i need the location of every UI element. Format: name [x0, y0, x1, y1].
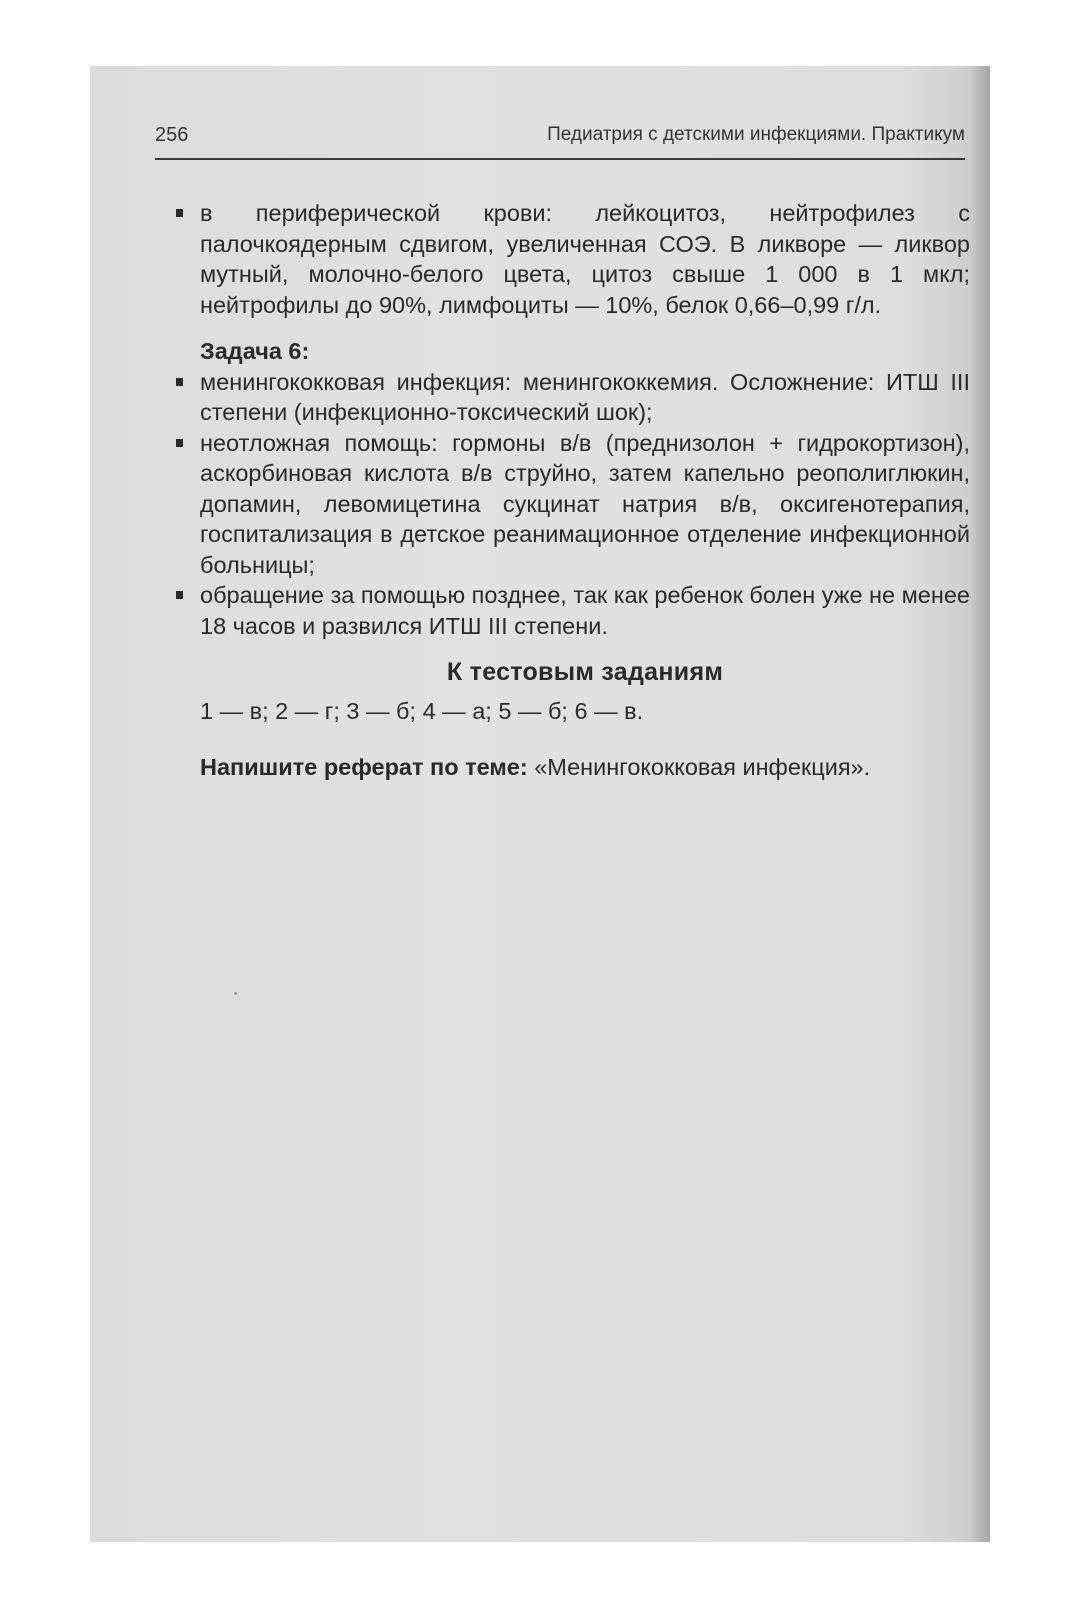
- binding-shadow: [970, 66, 990, 1542]
- page-content: [200, 198, 970, 806]
- task-heading: Задача 6:: [200, 338, 310, 364]
- scan-speck: [234, 992, 237, 995]
- test-answers: 1 — в; 2 — г; 3 — б; 4 — а; 5 — б; 6 — в.: [200, 697, 644, 724]
- scanned-page: [90, 66, 990, 1542]
- running-title: Педиатрия с детскими инфекциями. Практикум: [547, 124, 965, 145]
- list-item: неотложная помощь: гормоны в/в (преднизолон + гидрокортизон), аскорбиновая кислота в/в струйно, затем капельно реополиглюкин, допамин, левомицетина сукцинат натрия в/в, оксигенотерапия, госпитализация в детское реанимационное отделение инфекционной больницы;: [200, 428, 970, 581]
- section-heading: К тестовым заданиям: [446, 658, 724, 686]
- list-item: обращение за помощью позднее, так как ребенок болен уже не менее 18 часов и развился ИТШ III степени.: [200, 580, 970, 641]
- essay-assignment: [200, 752, 970, 783]
- list-item: в периферической крови: лейкоцитоз, нейтрофилез с палочкоядерным сдвигом, увеличенная СОЭ. В ликворе — ликвор мутный, молочно-белого цвета, цитоз свыше 1 000 в 1 мкл; нейтрофилы до 90%, лимфоциты — 10%, белок 0,66–0,99 г/л.: [200, 198, 970, 320]
- essay-label: Напишите реферат по теме:: [200, 754, 528, 780]
- page-number: 256: [155, 124, 189, 146]
- list-item: менингококковая инфекция: менингококкемия. Осложнение: ИТШ III степени (инфекционно-токсический шок);: [200, 367, 970, 428]
- page-header: [155, 124, 965, 160]
- essay-topic: «Менингококковая инфекция».: [534, 754, 871, 780]
